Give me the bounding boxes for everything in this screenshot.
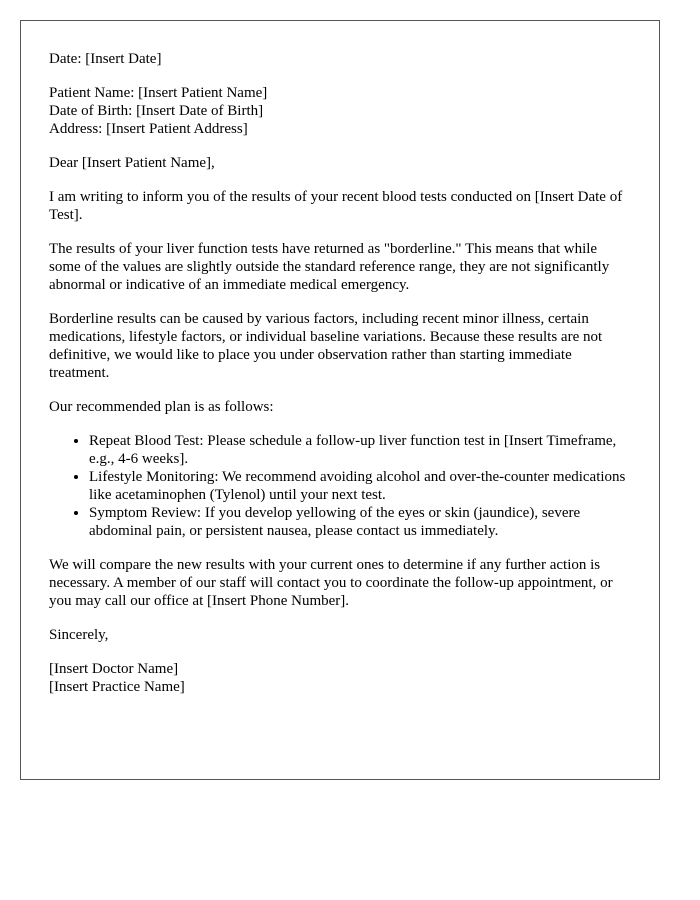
paragraph-intro: I am writing to inform you of the results of your recent blood tests conducted on [Insert Date of Test]. — [49, 189, 623, 223]
paragraph-causes: Borderline results can be caused by various factors, including recent minor illness, certain medications, lifestyle factors, or individual baseline variations. Because these results are not definitive, we would like to place you under observation rather than starting immediate treatment. — [49, 311, 603, 381]
practice-name: [Insert Practice Name] — [49, 679, 185, 695]
paragraph-results: The results of your liver function tests have returned as "borderline." This means that while some of the values are slightly outside the standard reference range, they are not significantly abnormal or indicative of an immediate medical emergency. — [49, 241, 610, 293]
paragraph-closing: We will compare the new results with your current ones to determine if any further action is necessary. A member of our staff will contact you to coordinate the follow-up appointment, or you may call our office at [Insert Phone Number]. — [49, 557, 613, 609]
plan-item-symptom-review: • Symptom Review: If you develop yellowing of the eyes or skin (jaundice), severe abdominal pain, or persistent nausea, please contact us immediately. — [89, 504, 631, 540]
signoff: Sincerely, — [49, 627, 109, 643]
letter-date: Date: [Insert Date] — [49, 51, 162, 67]
patient-info-block — [49, 84, 631, 138]
letter-page — [20, 20, 660, 780]
doctor-name: [Insert Doctor Name] — [49, 661, 179, 677]
plan-list — [49, 432, 631, 540]
plan-item-repeat-test: • Repeat Blood Test: Please schedule a follow-up liver function test in [Insert Timeframe, e.g., 4-6 weeks]. — [89, 432, 631, 468]
signature-block — [49, 660, 631, 696]
patient-dob: Date of Birth: [Insert Date of Birth] — [49, 103, 264, 119]
plan-item-lifestyle: • Lifestyle Monitoring: We recommend avoiding alcohol and over-the-counter medications like acetaminophen (Tylenol) until your next test. — [89, 468, 631, 504]
patient-address: Address: [Insert Patient Address] — [49, 121, 248, 137]
salutation: Dear [Insert Patient Name], — [49, 155, 215, 171]
paragraph-plan-intro: Our recommended plan is as follows: — [49, 399, 274, 415]
patient-name: Patient Name: [Insert Patient Name] — [49, 85, 268, 101]
